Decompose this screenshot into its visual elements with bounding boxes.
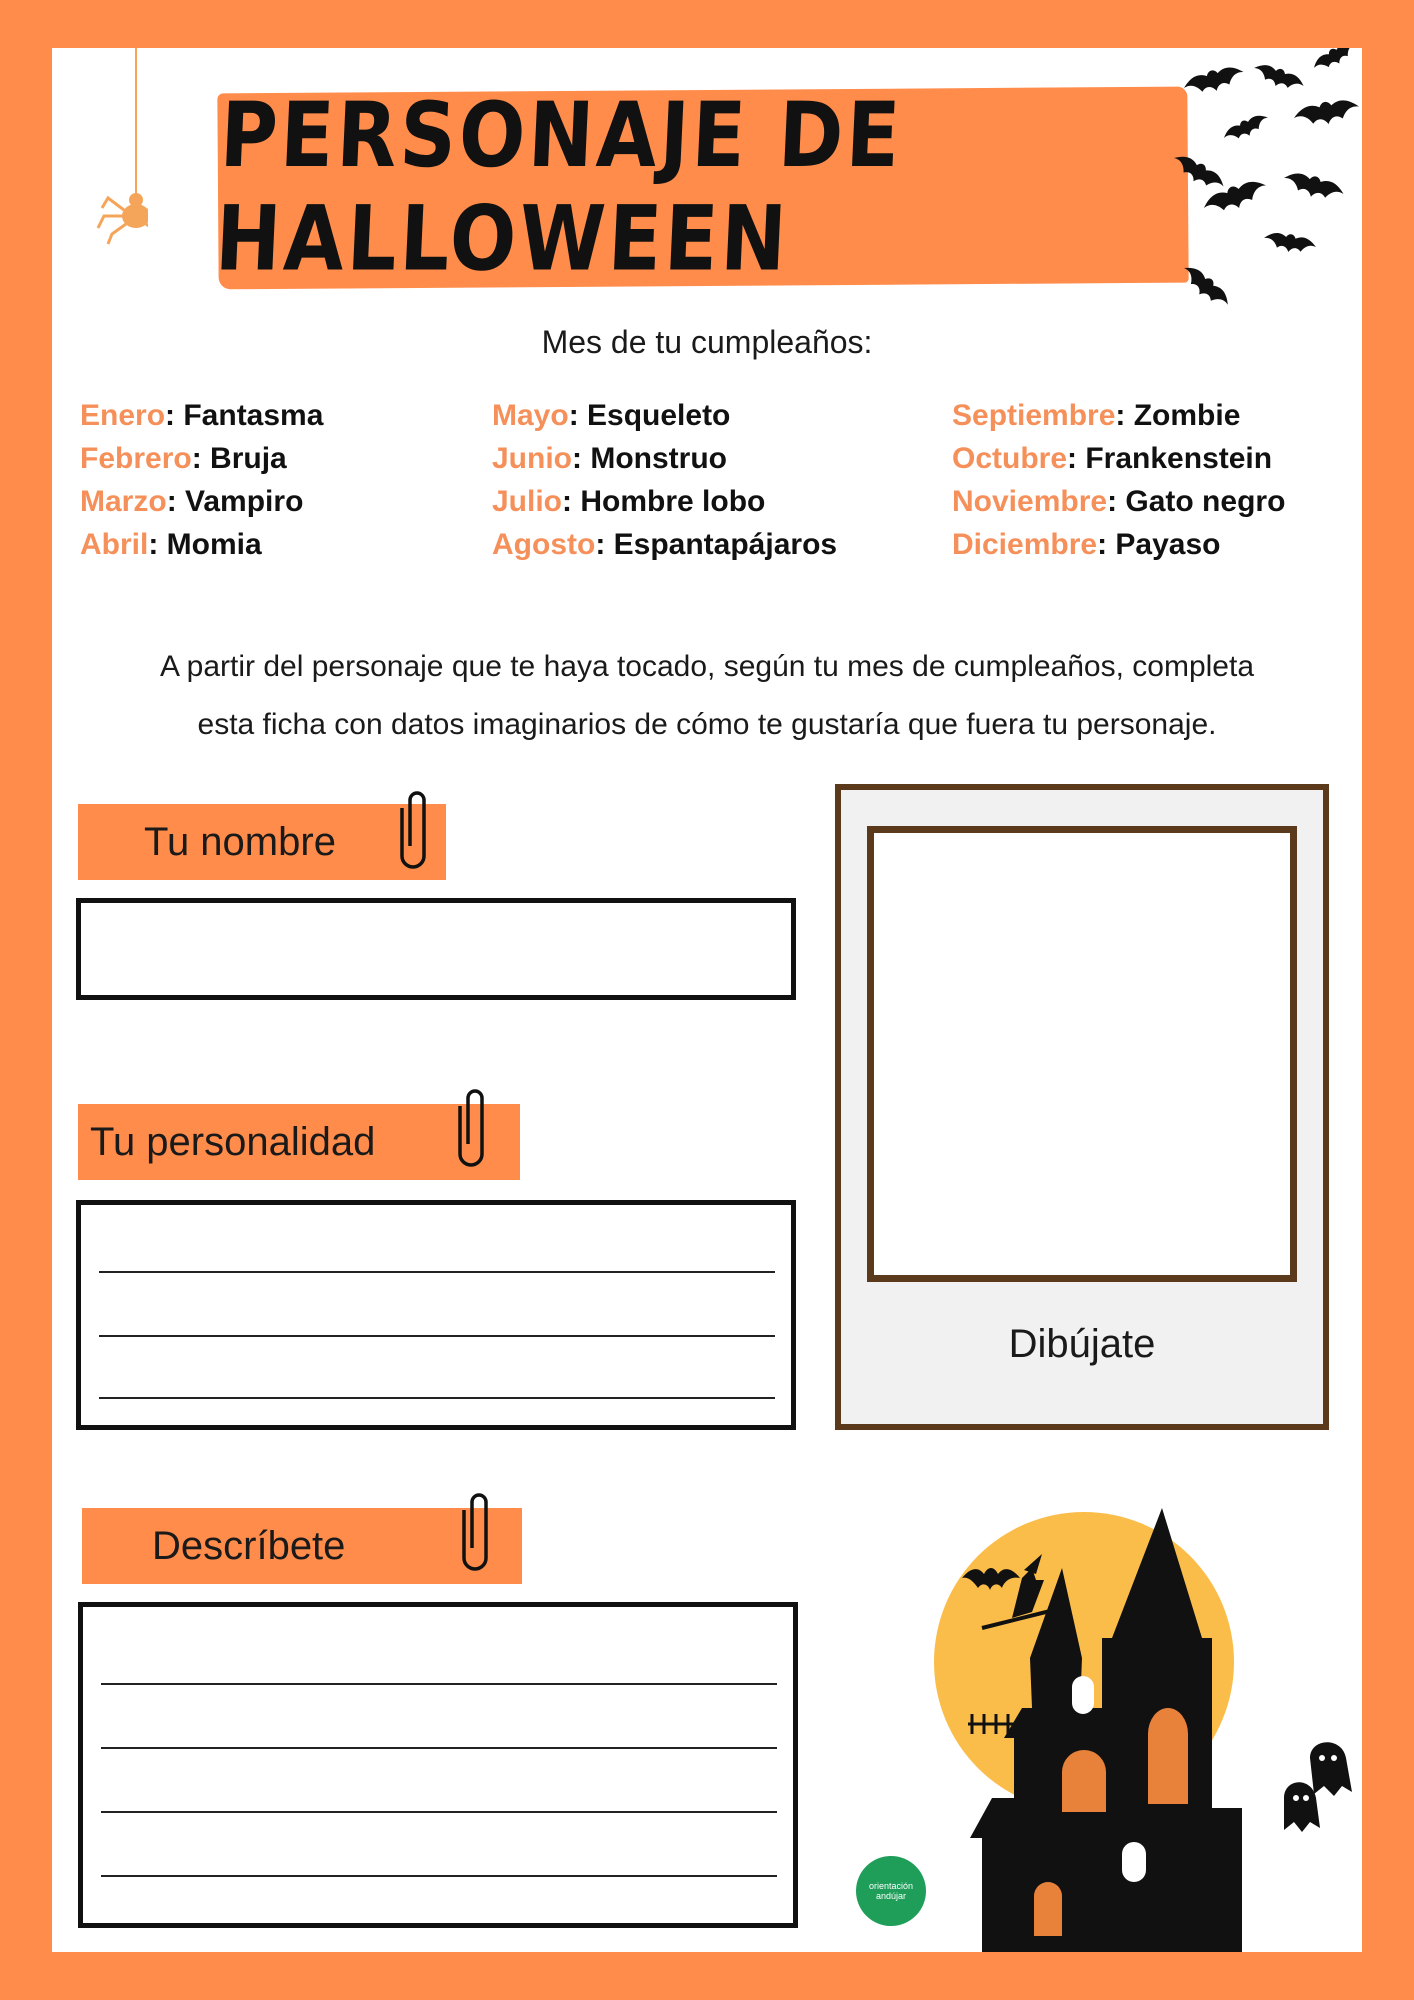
month-name: Abril xyxy=(80,528,149,561)
month-row xyxy=(952,394,1285,437)
month-row xyxy=(492,480,837,523)
character-name: Momia xyxy=(166,528,262,561)
month-name: Marzo xyxy=(80,485,167,518)
bats-icon xyxy=(1164,48,1362,308)
month-row xyxy=(952,437,1285,480)
month-name: Septiembre xyxy=(952,399,1116,432)
month-row xyxy=(952,480,1285,523)
character-name: Hombre lobo xyxy=(580,485,766,518)
writing-line xyxy=(99,1335,775,1337)
page-title: PERSONAJE DE HALLOWEEN xyxy=(213,84,905,292)
character-name: Frankenstein xyxy=(1085,442,1273,475)
month-row xyxy=(492,394,837,437)
spider-icon xyxy=(68,48,148,248)
personality-input-box[interactable] xyxy=(76,1200,796,1430)
months-column-2 xyxy=(492,394,837,566)
writing-line xyxy=(99,1397,775,1399)
character-name: Espantapájaros xyxy=(613,528,838,561)
paperclip-icon xyxy=(458,1084,492,1174)
name-label: Tu nombre xyxy=(144,819,336,864)
writing-line xyxy=(101,1683,777,1685)
drawing-caption: Dibújate xyxy=(1008,1322,1156,1366)
month-row xyxy=(492,523,837,566)
personality-label: Tu personalidad xyxy=(90,1119,376,1164)
character-name: Bruja xyxy=(210,442,287,475)
month-row xyxy=(492,437,837,480)
separator: : xyxy=(1097,528,1116,561)
month-name: Julio xyxy=(492,485,563,518)
name-input-box[interactable] xyxy=(76,898,796,1000)
separator: : xyxy=(572,442,591,475)
describe-label-tab xyxy=(82,1508,522,1584)
separator: : xyxy=(1067,442,1086,475)
describe-label: Descríbete xyxy=(152,1523,346,1568)
month-row xyxy=(80,437,323,480)
separator: : xyxy=(595,528,614,561)
paperclip-icon xyxy=(400,786,434,876)
separator: : xyxy=(191,442,211,475)
writing-line xyxy=(101,1875,777,1877)
describe-input-box[interactable] xyxy=(78,1602,798,1928)
month-name: Agosto xyxy=(492,528,596,561)
separator: : xyxy=(148,528,167,561)
instructions xyxy=(72,638,1342,754)
drawing-area[interactable] xyxy=(867,826,1297,1282)
character-name: Payaso xyxy=(1115,528,1221,561)
month-name: Febrero xyxy=(80,442,192,475)
character-name: Vampiro xyxy=(185,485,304,518)
month-name: Junio xyxy=(492,442,572,475)
birthday-month-heading: Mes de tu cumpleaños: xyxy=(541,324,873,360)
publisher-logo xyxy=(856,1856,926,1926)
month-name: Enero xyxy=(80,399,166,432)
separator: : xyxy=(1115,399,1134,432)
separator: : xyxy=(1107,485,1126,518)
name-label-tab xyxy=(78,804,446,880)
month-row xyxy=(952,523,1285,566)
month-row xyxy=(80,523,323,566)
ghost-icon xyxy=(1284,1742,1352,1832)
character-name: Esqueleto xyxy=(587,399,731,432)
personality-label-tab xyxy=(78,1104,520,1180)
writing-line xyxy=(99,1271,775,1273)
instructions-line-1: A partir del personaje que te haya tocado, según tu mes de cumpleaños, completa xyxy=(159,650,1255,683)
paperclip-icon xyxy=(462,1488,496,1578)
months-column-1 xyxy=(80,394,323,566)
logo-text: orientación andújar xyxy=(868,1881,914,1901)
drawing-frame xyxy=(835,784,1329,1430)
haunted-house-icon xyxy=(912,1508,1362,1952)
month-row xyxy=(80,480,323,523)
instructions-line-2: esta ficha con datos imaginarios de cómo te gustaría que fuera tu personaje. xyxy=(197,708,1217,741)
character-name: Monstruo xyxy=(590,442,727,475)
month-name: Diciembre xyxy=(952,528,1098,561)
month-name: Mayo xyxy=(492,399,569,432)
character-name: Fantasma xyxy=(183,399,324,432)
character-name: Gato negro xyxy=(1125,485,1286,518)
character-name: Zombie xyxy=(1133,399,1241,432)
separator: : xyxy=(562,485,581,518)
month-name: Noviembre xyxy=(952,485,1108,518)
writing-line xyxy=(101,1747,777,1749)
separator: : xyxy=(166,485,186,518)
months-column-3 xyxy=(952,394,1285,566)
separator: : xyxy=(568,399,588,432)
month-name: Octubre xyxy=(952,442,1068,475)
separator: : xyxy=(165,399,184,432)
month-row xyxy=(80,394,323,437)
writing-line xyxy=(101,1811,777,1813)
worksheet xyxy=(52,48,1362,1952)
